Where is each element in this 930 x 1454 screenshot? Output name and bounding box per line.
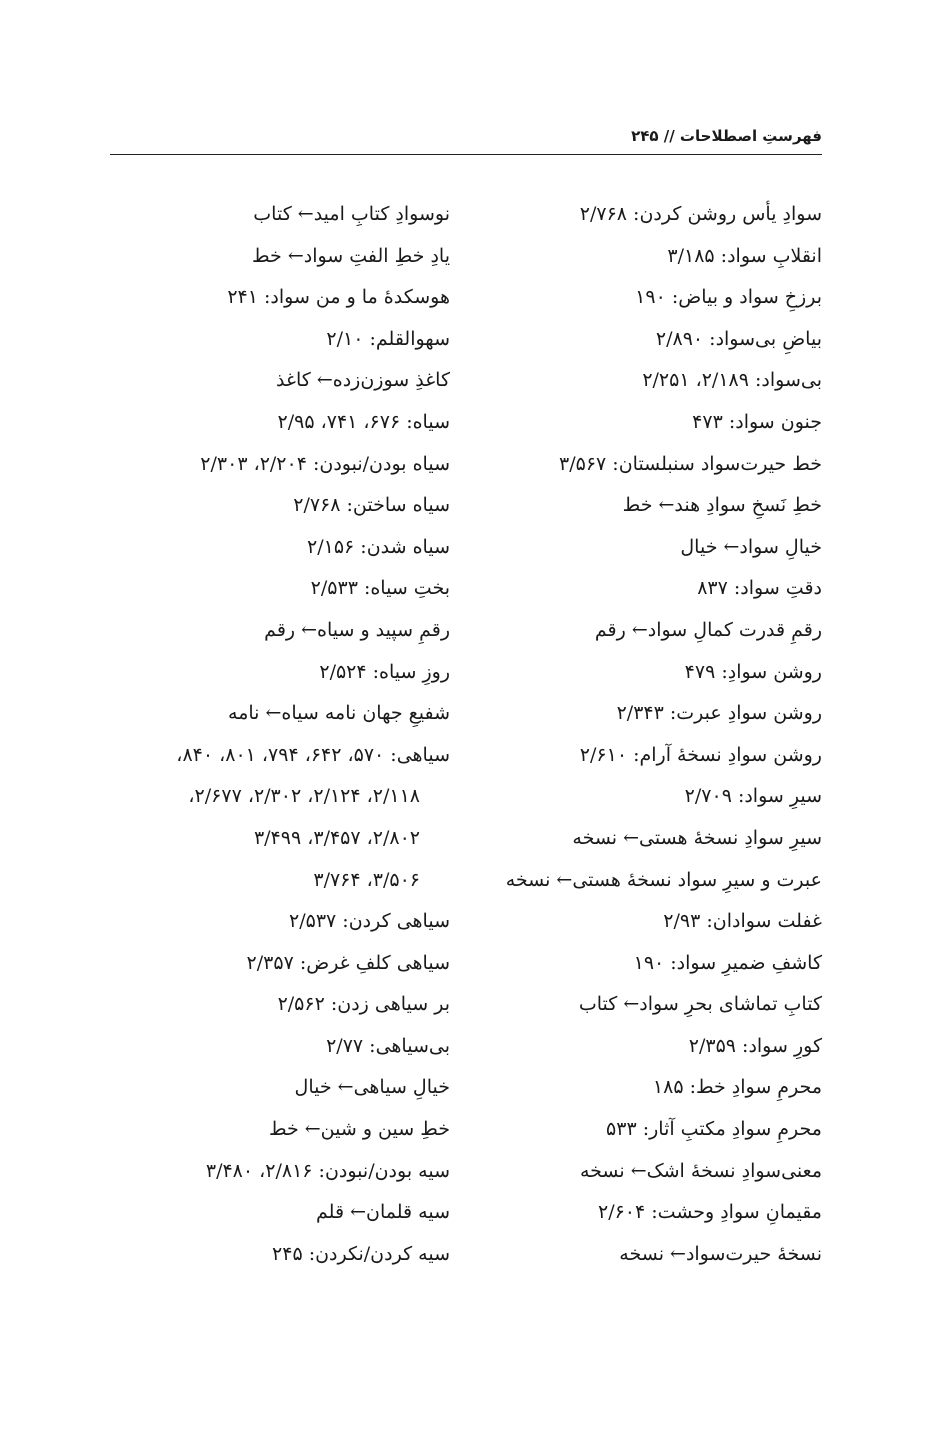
index-entry: روشن سوادِ عبرت: ۲/۳۴۳ xyxy=(616,702,822,725)
index-entry: سیاه بودن/نبودن: ۲/۲۰۴، ۲/۳۰۳ xyxy=(200,452,450,475)
index-entry: سیاهی کلفِ غرض: ۲/۳۵۷ xyxy=(246,951,450,974)
header-rule xyxy=(110,154,822,155)
index-entry: محرمِ سوادِ خط: ۱۸۵ xyxy=(652,1076,822,1099)
index-entry: بی‌سیاهی: ۲/۷۷ xyxy=(326,1034,450,1057)
index-entry: روشن سوادِ نسخهٔ آرام: ۲/۶۱۰ xyxy=(579,743,822,766)
index-entry: دقتِ سواد: ۸۳۷ xyxy=(697,577,822,600)
index-entry: بر سیاهی زدن: ۲/۵۶۲ xyxy=(277,993,450,1016)
index-entry: برزخِ سواد و بیاض: ۱۹۰ xyxy=(635,286,822,309)
index-entry: سیاه: ۶۷۶، ۷۴۱، ۲/۹۵ xyxy=(277,410,450,433)
index-entry: سیاه ساختن: ۲/۷۶۸ xyxy=(293,494,450,517)
index-entry: سیرِ سواد: ۲/۷۰۹ xyxy=(684,785,822,808)
index-entry: رقمِ سپید و سیاه← رقم xyxy=(264,618,450,641)
index-column-right xyxy=(480,194,822,1275)
index-entry: جنون سواد: ۴۷۳ xyxy=(692,410,822,433)
index-entry: خطِ نَسخِ سوادِ هند← خط xyxy=(622,494,822,517)
index-entry: خط حیرت‌سواد سنبلستان: ۳/۵۶۷ xyxy=(559,452,822,475)
index-entry: محرمِ سوادِ مکتبِ آثار: ۵۳۳ xyxy=(606,1118,822,1141)
index-entry: روزِ سیاه: ۲/۵۲۴ xyxy=(319,660,450,683)
index-entry: سهوالقلم: ۲/۱۰ xyxy=(326,327,450,350)
page-header-title: فهرستِ اصطلاحات // ۲۴۵ xyxy=(631,127,822,145)
index-entry: مقیمانِ سوادِ وحشت: ۲/۶۰۴ xyxy=(597,1201,822,1224)
index-entry: سیه کردن/نکردن: ۲۴۵ xyxy=(272,1242,450,1265)
index-entry-continuation: ۲/۸۰۲، ۳/۴۵۷، ۳/۴۹۹ xyxy=(253,826,420,849)
index-entry: نوسوادِ کتابِ امید← کتاب xyxy=(253,203,450,225)
index-entry: خیالِ سیاهی← خیال xyxy=(294,1076,450,1099)
index-entry: سیرِ سوادِ نسخهٔ هستی← نسخه xyxy=(572,826,822,849)
index-entry: سیاهی: ۵۷۰، ۶۴۲، ۷۹۴، ۸۰۱، ۸۴۰، xyxy=(176,743,450,766)
index-entry: نسخهٔ حیرت‌سواد← نسخه xyxy=(619,1242,822,1265)
index-entry-continuation: ۲/۱۱۸، ۲/۱۲۴، ۲/۳۰۲، ۲/۶۷۷، xyxy=(188,785,420,808)
index-entry: بختِ سیاه: ۲/۵۳۳ xyxy=(310,577,450,600)
index-entry: روشن سوادِ: ۴۷۹ xyxy=(684,660,822,683)
index-entry: خیالِ سواد← خیال xyxy=(680,535,822,558)
index-entry: سیه بودن/نبودن: ۲/۸۱۶، ۳/۴۸۰ xyxy=(205,1159,450,1182)
index-entry: کتابِ تماشای بحرِ سواد← کتاب xyxy=(578,993,822,1016)
index-entry: رقمِ قدرت کمالِ سواد← رقم xyxy=(594,618,822,641)
running-header xyxy=(110,122,822,154)
index-entry: سوادِ یأس روشن کردن: ۲/۷۶۸ xyxy=(579,203,822,225)
index-entry: عبرت و سیرِ سواد نسخهٔ هستی← نسخه xyxy=(505,868,822,891)
index-entry: یادِ خطِ الفتِ سواد← خط xyxy=(252,244,450,267)
index-entry-continuation: ۳/۵۰۶، ۳/۷۶۴ xyxy=(313,868,420,891)
index-entry: بی‌سواد: ۲/۱۸۹، ۲/۲۵۱ xyxy=(642,369,822,392)
index-entry: سیاه شدن: ۲/۱۵۶ xyxy=(307,535,450,558)
index-column-left xyxy=(100,194,450,1275)
index-entry: سیاهی کردن: ۲/۵۳۷ xyxy=(289,910,450,933)
index-entry: کاشفِ ضمیرِ سواد: ۱۹۰ xyxy=(633,951,822,974)
index-entry: کاغذِ سوزن‌زده← کاغذ xyxy=(276,369,450,392)
index-entry: کورِ سواد: ۲/۳۵۹ xyxy=(688,1034,822,1057)
index-entry: شفیعِ جهان نامه سیاه← نامه xyxy=(228,702,450,725)
index-entry: هوسکدهٔ ما و من سواد: ۲۴۱ xyxy=(227,286,450,309)
index-entry: بیاضِ بی‌سواد: ۲/۸۹۰ xyxy=(655,327,822,350)
index-entry: غفلت سوادان: ۲/۹۳ xyxy=(663,910,822,933)
index-entry: سیه قلمان← قلم xyxy=(316,1201,450,1224)
index-entry: انقلابِ سواد: ۳/۱۸۵ xyxy=(667,244,822,267)
index-entry: معنی‌سوادِ نسخهٔ اشک← نسخه xyxy=(579,1159,822,1182)
index-entry: خطِ سین و شین← خط xyxy=(268,1118,450,1141)
